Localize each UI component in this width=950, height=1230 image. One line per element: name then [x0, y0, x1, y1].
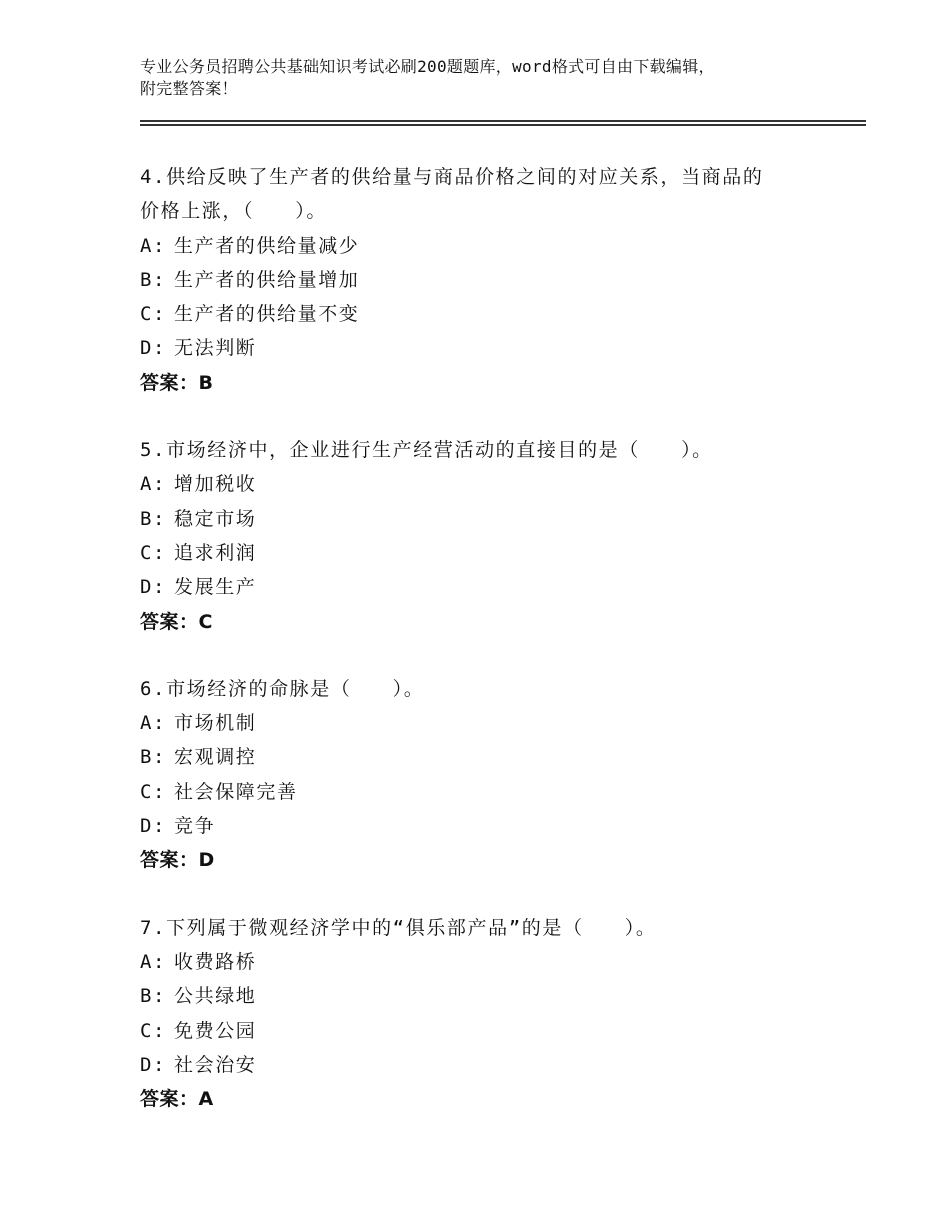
option-c	[140, 775, 840, 809]
option-text: 公共绿地	[174, 985, 257, 1008]
option-label: B:	[140, 268, 167, 291]
question-stem: 4.供给反映了生产者的供给量与商品价格之间的对应关系，当商品的	[140, 166, 764, 188]
question-stem: 6.市场经济的命脉是（ ）。	[140, 677, 425, 700]
option-label: D:	[140, 815, 167, 838]
option-b	[140, 740, 840, 774]
option-c	[140, 1014, 840, 1048]
option-text: 收费路桥	[174, 950, 257, 973]
option-d	[140, 570, 840, 604]
answer-line: 答案：A	[140, 1088, 214, 1111]
option-label: C:	[140, 303, 167, 326]
option-label: D:	[140, 337, 167, 360]
option-text: 稳定市场	[174, 507, 257, 530]
option-d	[140, 331, 840, 365]
question-stem: 7.下列属于微观经济学中的“俱乐部产品”的是（ ）。	[140, 916, 657, 939]
option-label: A:	[140, 473, 167, 496]
option-d	[140, 1048, 840, 1082]
option-text: 宏观调控	[174, 746, 257, 769]
option-label: D:	[140, 576, 167, 599]
question-stem: 价格上涨，（ ）。	[140, 200, 328, 223]
answer-line: 答案：D	[140, 849, 215, 872]
answer-line: 答案：B	[140, 371, 214, 394]
option-label: A:	[140, 234, 167, 257]
option-text: 生产者的供给量不变	[174, 303, 360, 326]
option-c	[140, 536, 840, 570]
option-b	[140, 502, 840, 536]
question-stem: 5.市场经济中，企业进行生产经营活动的直接目的是（ ）。	[140, 439, 713, 462]
option-label: A:	[140, 950, 167, 973]
option-a	[140, 706, 840, 740]
option-label: A:	[140, 712, 167, 735]
answer-line: 答案：C	[140, 610, 213, 633]
question-block	[140, 160, 840, 400]
option-text: 无法判断	[174, 337, 257, 360]
option-b	[140, 263, 840, 297]
option-label: C:	[140, 541, 167, 564]
header-line-2: 附完整答案！	[140, 79, 238, 98]
question-list	[140, 160, 840, 1149]
document-header	[140, 56, 840, 100]
option-text: 竞争	[174, 815, 216, 838]
option-text: 市场机制	[174, 712, 257, 735]
option-text: 社会治安	[174, 1053, 257, 1076]
header-line-1: 专业公务员招聘公共基础知识考试必刷200题题库，word格式可自由下载编辑，	[140, 57, 715, 76]
option-text: 追求利润	[174, 541, 257, 564]
question-block	[140, 911, 840, 1117]
option-c	[140, 297, 840, 331]
option-label: C:	[140, 780, 167, 803]
option-label: B:	[140, 746, 167, 769]
option-d	[140, 809, 840, 843]
option-b	[140, 979, 840, 1013]
option-text: 生产者的供给量减少	[174, 234, 360, 257]
header-divider	[140, 120, 866, 126]
option-label: D:	[140, 1053, 167, 1076]
option-text: 社会保障完善	[174, 780, 298, 803]
option-label: B:	[140, 507, 167, 530]
option-text: 增加税收	[174, 473, 257, 496]
option-text: 免费公园	[174, 1019, 257, 1042]
option-label: B:	[140, 985, 167, 1008]
option-a	[140, 467, 840, 501]
option-label: C:	[140, 1019, 167, 1042]
option-text: 发展生产	[174, 576, 257, 599]
question-block	[140, 672, 840, 878]
option-a	[140, 945, 840, 979]
option-a	[140, 229, 840, 263]
option-text: 生产者的供给量增加	[174, 268, 360, 291]
question-block	[140, 433, 840, 639]
